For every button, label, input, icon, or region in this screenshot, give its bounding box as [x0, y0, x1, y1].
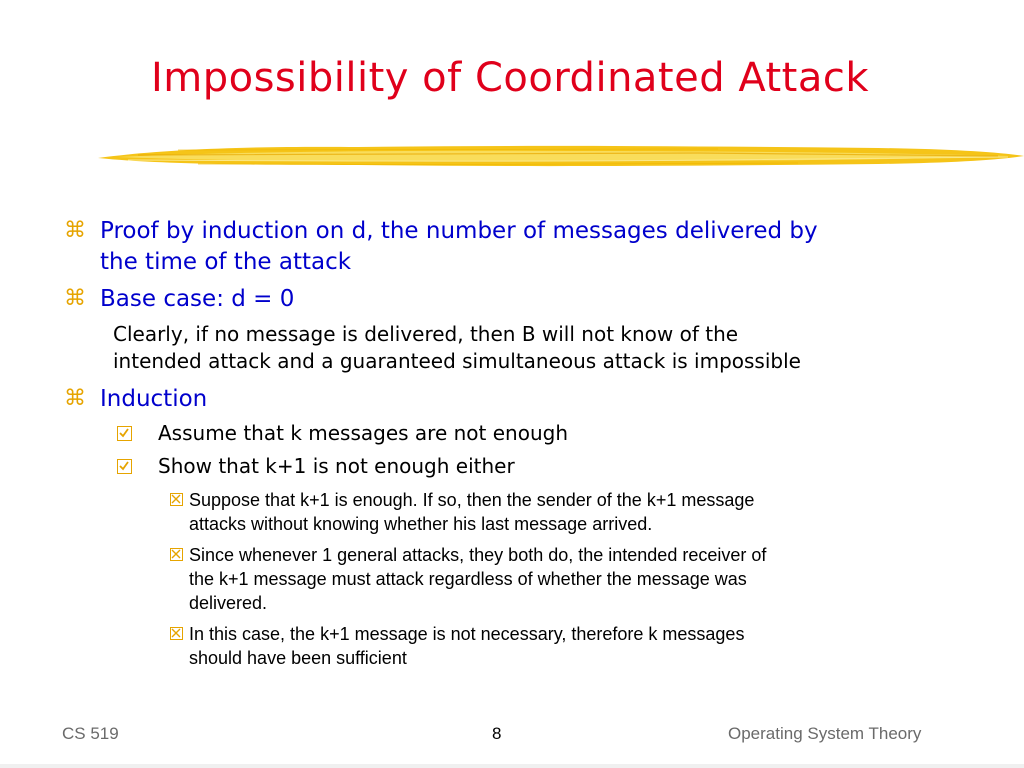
sub-bullet-text: Show that k+1 is not enough either: [158, 454, 515, 478]
checkmark-box-icon: [117, 426, 132, 441]
x-box-icon: [170, 548, 183, 561]
command-bullet-icon: ⌘: [64, 286, 86, 311]
bottom-edge: [0, 764, 1024, 768]
sub-sub-bullet-line: Since whenever 1 general attacks, they both do, the intended receiver of: [189, 545, 767, 565]
paragraph-line: intended attack and a guaranteed simultaneous attack is impossible: [113, 349, 801, 373]
command-bullet-icon: ⌘: [64, 386, 86, 411]
bullet-text-line: Proof by induction on d, the number of messages delivered by: [100, 218, 818, 244]
x-box-icon: [170, 627, 183, 640]
sub-sub-bullet-line: In this case, the k+1 message is not necessary, therefore k messages: [189, 624, 745, 644]
footer-page-number: 8: [492, 724, 502, 743]
checkmark-box-icon: [117, 459, 132, 474]
bullet-text-line: Base case: d = 0: [100, 286, 295, 312]
sub-sub-bullet-line: should have been sufficient: [189, 648, 407, 668]
x-box-icon: [170, 493, 183, 506]
paragraph-line: Clearly, if no message is delivered, then B will not know of the: [113, 322, 739, 346]
sub-sub-bullet-line: delivered.: [189, 593, 268, 613]
footer-course-title: Operating System Theory: [728, 724, 922, 743]
sub-sub-bullet-line: the k+1 message must attack regardless of whether the message was: [189, 569, 747, 589]
bullet-text-line: Induction: [100, 386, 208, 412]
command-bullet-icon: ⌘: [64, 218, 86, 243]
slide-title: Impossibility of Coordinated Attack: [150, 55, 870, 101]
sub-bullet-text: Assume that k messages are not enough: [158, 421, 568, 445]
bullet-text-line: the time of the attack: [100, 249, 352, 275]
sub-sub-bullet-line: Suppose that k+1 is enough. If so, then the sender of the k+1 message: [189, 490, 755, 510]
footer-course: CS 519: [62, 724, 119, 743]
title-underline-brushstroke: [98, 136, 1024, 176]
sub-sub-bullet-line: attacks without knowing whether his last message arrived.: [189, 514, 653, 534]
